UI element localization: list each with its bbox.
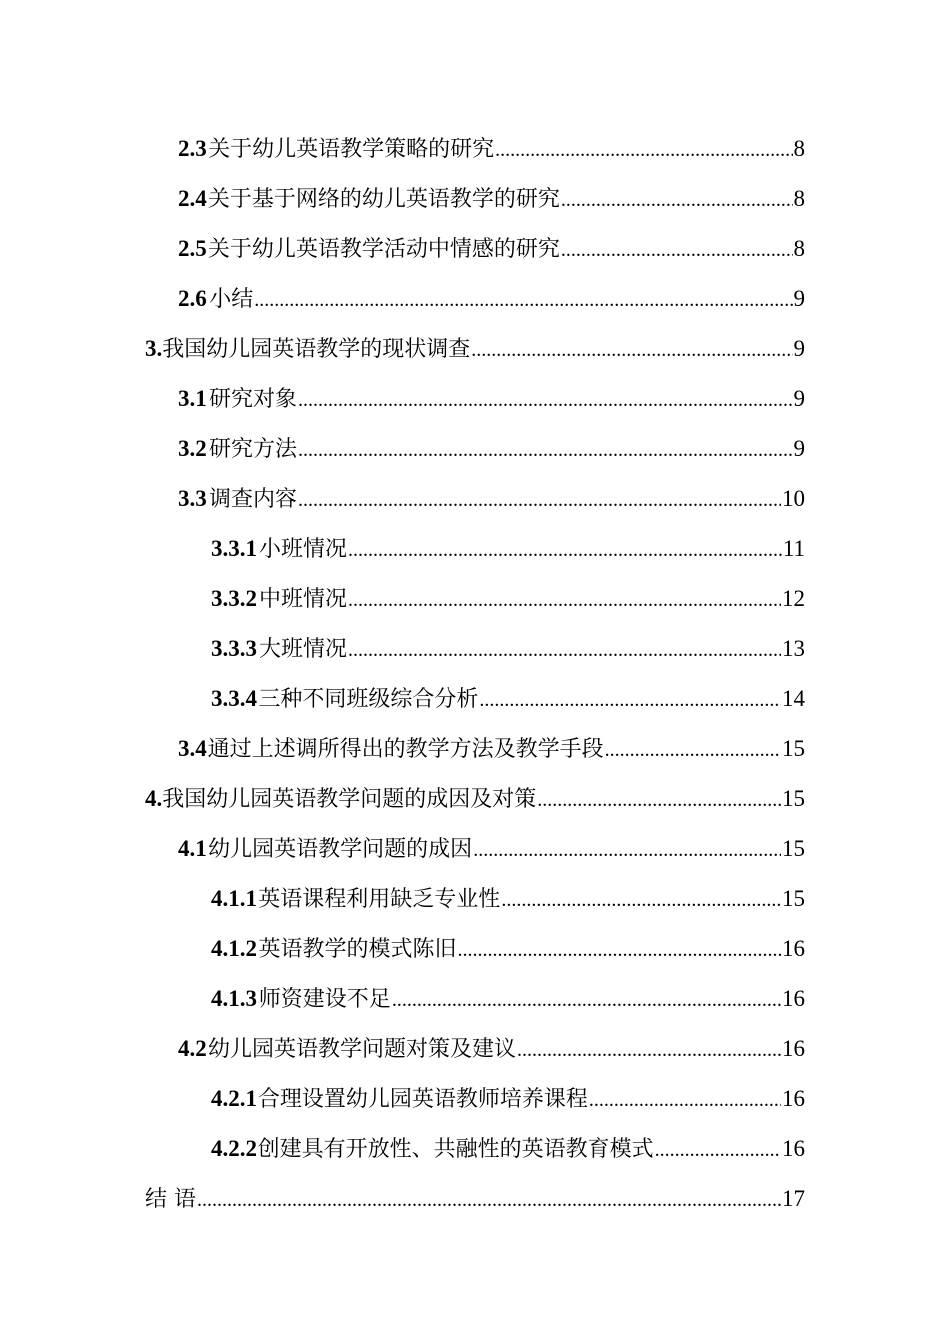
toc-entry-title: 合理设置幼儿园英语教师培养课程 bbox=[257, 1087, 588, 1112]
toc-leader-dots bbox=[348, 525, 782, 575]
toc-subentry[interactable] bbox=[0, 1074, 805, 1124]
toc-entry-title: 关于幼儿英语教学策略的研究 bbox=[208, 137, 495, 162]
toc-entry-page: 13 bbox=[782, 636, 805, 661]
toc-entry-number: 3.3.2 bbox=[211, 586, 257, 611]
toc-entry-title: 英语教学的模式陈旧 bbox=[258, 937, 457, 962]
toc-entry-page: 8 bbox=[793, 186, 805, 211]
toc-subentry[interactable] bbox=[0, 974, 805, 1024]
toc-entry-title: 英语课程利用缺乏专业性 bbox=[258, 887, 501, 912]
toc-entry-title: 研究方法 bbox=[209, 437, 298, 462]
toc-entry[interactable] bbox=[0, 224, 805, 274]
toc-entry-page: 16 bbox=[782, 986, 805, 1011]
toc-entry-number: 3.3 bbox=[178, 486, 207, 511]
toc-chapter[interactable] bbox=[0, 324, 805, 374]
toc-entry-page: 15 bbox=[782, 736, 805, 761]
toc-entry-number: 4.1.1 bbox=[211, 886, 257, 911]
toc-entry-number: 2.6 bbox=[178, 286, 207, 311]
toc-entry-title: 调查内容 bbox=[208, 487, 297, 512]
toc-entry-page: 15 bbox=[782, 836, 805, 861]
toc-entry-number: 3.4 bbox=[178, 736, 207, 761]
toc-entry-title: 幼儿园英语教学问题对策及建议 bbox=[207, 1037, 516, 1062]
toc-entry[interactable] bbox=[0, 724, 805, 774]
toc-leader-dots bbox=[537, 775, 781, 825]
toc-entry-title: 创建具有开放性、共融性的英语教育模式 bbox=[257, 1137, 654, 1162]
toc-leader-dots bbox=[501, 875, 781, 925]
table-of-contents bbox=[0, 124, 950, 1224]
toc-entry-title: 小班情况 bbox=[259, 537, 348, 562]
toc-entry-page: 9 bbox=[793, 286, 805, 311]
toc-leader-dots bbox=[298, 475, 781, 525]
toc-leader-dots bbox=[655, 1125, 781, 1175]
toc-entry[interactable] bbox=[0, 274, 805, 324]
toc-entry-page: 9 bbox=[793, 336, 805, 361]
toc-entry-title: 通过上述调所得出的教学方法及教学手段 bbox=[207, 737, 604, 762]
toc-subentry[interactable] bbox=[0, 674, 805, 724]
toc-leader-dots bbox=[197, 1175, 781, 1225]
toc-entry-number: 4.2 bbox=[178, 1036, 207, 1061]
toc-entry-page: 14 bbox=[782, 686, 805, 711]
toc-entry-number: 4.1.3 bbox=[211, 986, 257, 1011]
toc-entry-number: 4.2.1 bbox=[211, 1086, 257, 1111]
toc-entry-title: 关于基于网络的幼儿英语教学的研究 bbox=[207, 187, 560, 212]
toc-leader-dots bbox=[561, 175, 793, 225]
toc-leader-dots bbox=[473, 825, 781, 875]
toc-entry[interactable] bbox=[0, 374, 805, 424]
toc-subentry[interactable] bbox=[0, 874, 805, 924]
toc-entry-title: 小结 bbox=[209, 287, 254, 312]
toc-leader-dots bbox=[517, 1025, 781, 1075]
toc-entry-number: 2.4 bbox=[178, 186, 207, 211]
toc-leader-dots bbox=[348, 625, 781, 675]
toc-subentry[interactable] bbox=[0, 574, 805, 624]
toc-entry-number: 3.1 bbox=[178, 386, 207, 411]
toc-entry-page: 15 bbox=[782, 786, 805, 811]
toc-entry[interactable] bbox=[0, 824, 805, 874]
toc-entry-page: 9 bbox=[793, 436, 805, 461]
toc-entry-number: 3.3.4 bbox=[211, 686, 257, 711]
toc-entry-page: 16 bbox=[782, 1086, 805, 1111]
toc-entry-number: 4. bbox=[145, 786, 163, 811]
toc-leader-dots bbox=[589, 1075, 781, 1125]
toc-entry-page: 15 bbox=[782, 886, 805, 911]
toc-leader-dots bbox=[298, 375, 792, 425]
toc-entry-page: 12 bbox=[782, 586, 805, 611]
toc-conclusion[interactable] bbox=[0, 1174, 805, 1224]
toc-entry-title: 大班情况 bbox=[259, 637, 348, 662]
toc-entry-title: 师资建设不足 bbox=[258, 987, 391, 1012]
toc-leader-dots bbox=[298, 425, 792, 475]
toc-entry[interactable] bbox=[0, 1024, 805, 1074]
toc-leader-dots bbox=[561, 225, 793, 275]
toc-subentry[interactable] bbox=[0, 924, 805, 974]
toc-entry-title: 研究对象 bbox=[209, 387, 298, 412]
toc-entry-number: 2.3 bbox=[178, 136, 207, 161]
toc-subentry[interactable] bbox=[0, 1124, 805, 1174]
toc-leader-dots bbox=[495, 125, 792, 175]
toc-entry-title: 结 语 bbox=[145, 1187, 196, 1212]
toc-entry-title: 幼儿园英语教学问题的成因 bbox=[208, 837, 473, 862]
toc-subentry[interactable] bbox=[0, 624, 805, 674]
toc-entry-number: 2.5 bbox=[178, 236, 207, 261]
toc-leader-dots bbox=[348, 575, 781, 625]
toc-entry-page: 16 bbox=[782, 936, 805, 961]
toc-entry-number: 4.2.2 bbox=[211, 1136, 257, 1161]
toc-entry-number: 3. bbox=[145, 336, 163, 361]
toc-entry[interactable] bbox=[0, 474, 805, 524]
toc-entry-page: 11 bbox=[782, 536, 805, 561]
toc-subentry[interactable] bbox=[0, 524, 805, 574]
toc-entry-title: 三种不同班级综合分析 bbox=[258, 687, 479, 712]
toc-entry[interactable] bbox=[0, 424, 805, 474]
toc-entry-title: 中班情况 bbox=[259, 587, 348, 612]
toc-chapter[interactable] bbox=[0, 774, 805, 824]
toc-entry-page: 8 bbox=[793, 136, 805, 161]
toc-entry-title: 关于幼儿英语教学活动中情感的研究 bbox=[207, 237, 560, 262]
toc-entry-page: 10 bbox=[782, 486, 805, 511]
toc-entry-title: 我国幼儿园英语教学问题的成因及对策 bbox=[162, 787, 537, 812]
toc-leader-dots bbox=[392, 975, 781, 1025]
toc-entry-number: 3.3.3 bbox=[211, 636, 257, 661]
toc-leader-dots bbox=[254, 275, 792, 325]
toc-entry-page: 16 bbox=[782, 1036, 805, 1061]
toc-leader-dots bbox=[479, 675, 781, 725]
toc-entry-page: 8 bbox=[793, 236, 805, 261]
toc-entry[interactable] bbox=[0, 124, 805, 174]
toc-entry-number: 4.1 bbox=[178, 836, 207, 861]
toc-entry-title: 我国幼儿园英语教学的现状调查 bbox=[162, 337, 471, 362]
toc-leader-dots bbox=[605, 725, 781, 775]
toc-entry-number: 4.1.2 bbox=[211, 936, 257, 961]
toc-entry-number: 3.2 bbox=[178, 436, 207, 461]
toc-leader-dots bbox=[471, 325, 792, 375]
toc-entry-page: 17 bbox=[782, 1186, 805, 1211]
toc-entry-number: 3.3.1 bbox=[211, 536, 257, 561]
toc-entry-page: 9 bbox=[793, 386, 805, 411]
toc-entry[interactable] bbox=[0, 174, 805, 224]
toc-leader-dots bbox=[458, 925, 781, 975]
toc-entry-page: 16 bbox=[782, 1136, 805, 1161]
